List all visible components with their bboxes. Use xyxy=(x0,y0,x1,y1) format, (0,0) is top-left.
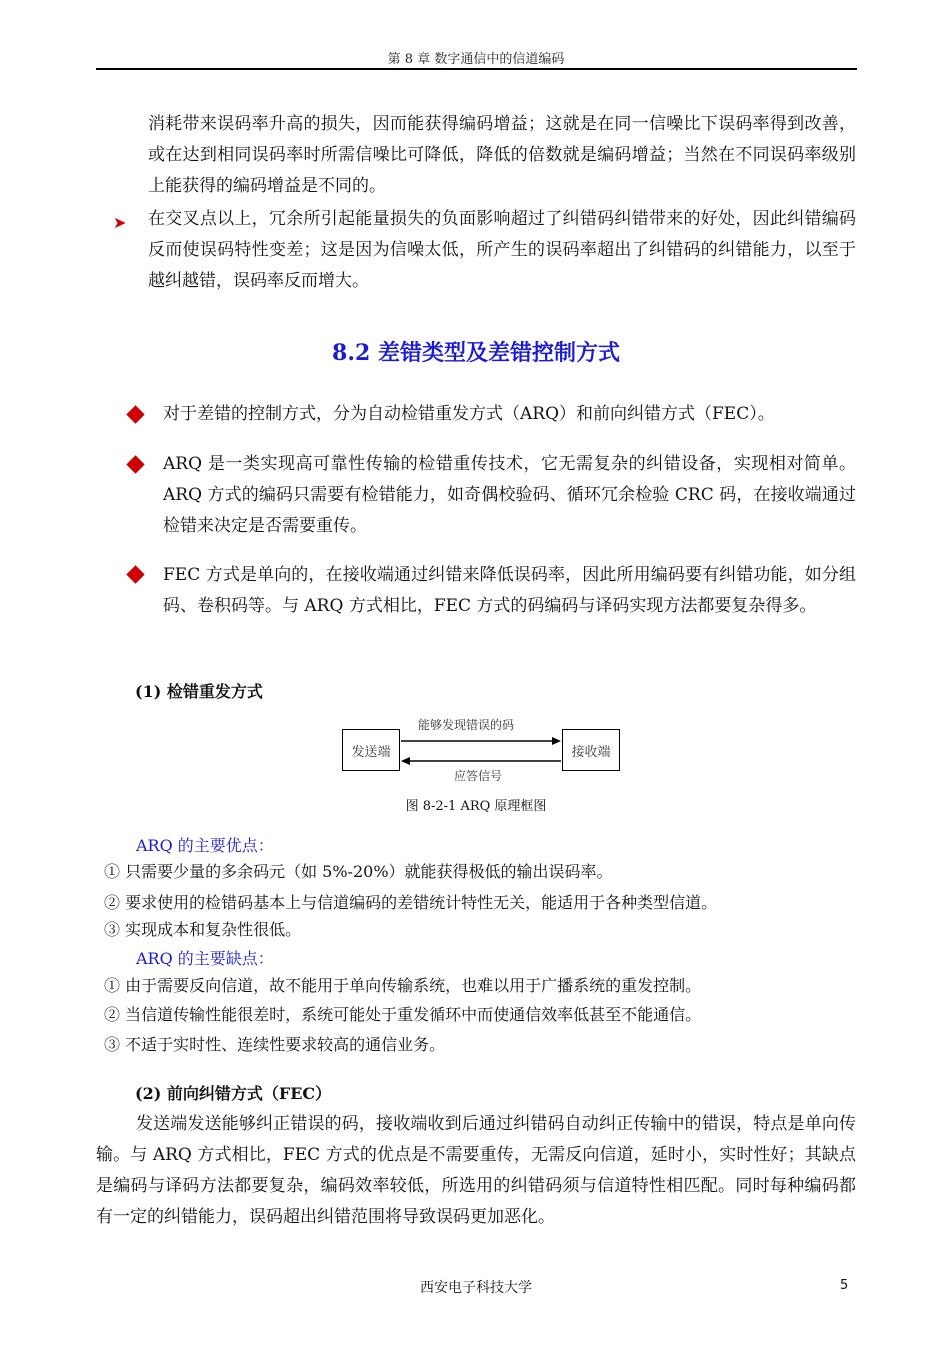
advantage-3: ③ 实现成本和复杂性很低。 xyxy=(104,920,302,939)
disadvantage-3: ③ 不适于实时性、连续性要求较高的通信业务。 xyxy=(104,1035,446,1054)
running-header: 第 8 章 数字通信中的信道编码 xyxy=(387,52,565,67)
fec-body: 发送端发送能够纠正错误的码，接收端收到后通过纠错码自动纠正传输中的错误，特点是单向传输。与 ARQ 方式相比，FEC 方式的优点是不需要重传，无需反向信道，延时小，实时性好；其缺点是编码与译码方法都要复杂，编码效率较低，所选用的纠错码须与信道特性相匹配。同时每种编码都有一定的纠错能力，误码超出纠错范围将导致误码更加恶化。 xyxy=(96,1114,856,1227)
receiver-box: 接收端 xyxy=(562,729,620,771)
diamond-bullet-icon xyxy=(126,565,144,583)
disadvantages-title: ARQ 的主要缺点： xyxy=(136,949,274,968)
forward-arrowhead xyxy=(552,737,561,745)
arq-diagram xyxy=(330,713,630,783)
arrow-bullet-icon: ➤ xyxy=(113,213,127,232)
figure-caption: 图 8-2-1 ARQ 原理框图 xyxy=(405,799,547,814)
diamond-bullet-icon xyxy=(126,455,144,473)
bullet-arq: ARQ 是一类实现高可靠性传输的检错重传技术，它无需复杂的纠错设备，实现相对简单。ARQ 方式的编码只需要有检错能力，如奇偶校验码、循环冗余检验 CRC 码，在接收端通过检错来决定是否需要重传。 xyxy=(163,454,856,536)
fec-heading: (2) 前向纠错方式（FEC） xyxy=(135,1084,332,1103)
bullet-control-methods: 对于差错的控制方式，分为自动检错重发方式（ARQ）和前向纠错方式（FEC）。 xyxy=(163,404,775,424)
advantages-title: ARQ 的主要优点： xyxy=(136,836,274,855)
disadvantage-2: ② 当信道传输性能很差时，系统可能处于重发循环中而使通信效率低甚至不能通信。 xyxy=(104,1005,702,1024)
arq-heading: (1) 检错重发方式 xyxy=(135,682,263,701)
advantage-2: ② 要求使用的检错码基本上与信道编码的差错统计特性无关，能适用于各种类型信道。 xyxy=(104,893,718,912)
disadvantage-1: ① 由于需要反向信道，故不能用于单向传输系统，也难以用于广播系统的重发控制。 xyxy=(104,976,702,995)
diamond-bullet-icon xyxy=(126,405,144,423)
page-number: 5 xyxy=(840,1278,849,1293)
intro-paragraph-2: 在交叉点以上，冗余所引起能量损失的负面影响超过了纠错码纠错带来的好处，因此纠错编码反而使误码特性变差；这是因为信噪太低，所产生的误码率超出了纠错码的纠错能力，以至于越纠越错，误码率反而增大。 xyxy=(148,209,856,291)
diagram-arrows xyxy=(330,713,630,783)
advantage-1: ① 只需要少量的多余码元（如 5%-20%）就能获得极低的输出误码率。 xyxy=(104,862,613,881)
header-rule xyxy=(96,68,857,70)
back-arrowhead xyxy=(401,757,410,765)
back-label: 应答信号 xyxy=(454,769,503,783)
forward-label: 能够发现错误的码 xyxy=(418,718,515,732)
section-title: 8.2 差错类型及差错控制方式 xyxy=(332,340,620,366)
sender-box: 发送端 xyxy=(342,729,400,771)
bullet-fec: FEC 方式是单向的，在接收端通过纠错来降低误码率，因此所用编码要有纠错功能，如分组码、卷积码等。与 ARQ 方式相比，FEC 方式的码编码与译码实现方法都要复杂得多。 xyxy=(163,565,856,616)
footer-university: 西安电子科技大学 xyxy=(420,1280,532,1296)
intro-paragraph-1: 消耗带来误码率升高的损失，因而能获得编码增益；这就是在同一信噪比下误码率得到改善，或在达到相同误码率时所需信噪比可降低，降低的倍数就是编码增益；当然在不同误码率级别上能获得的编码增益是不同的。 xyxy=(148,114,856,196)
